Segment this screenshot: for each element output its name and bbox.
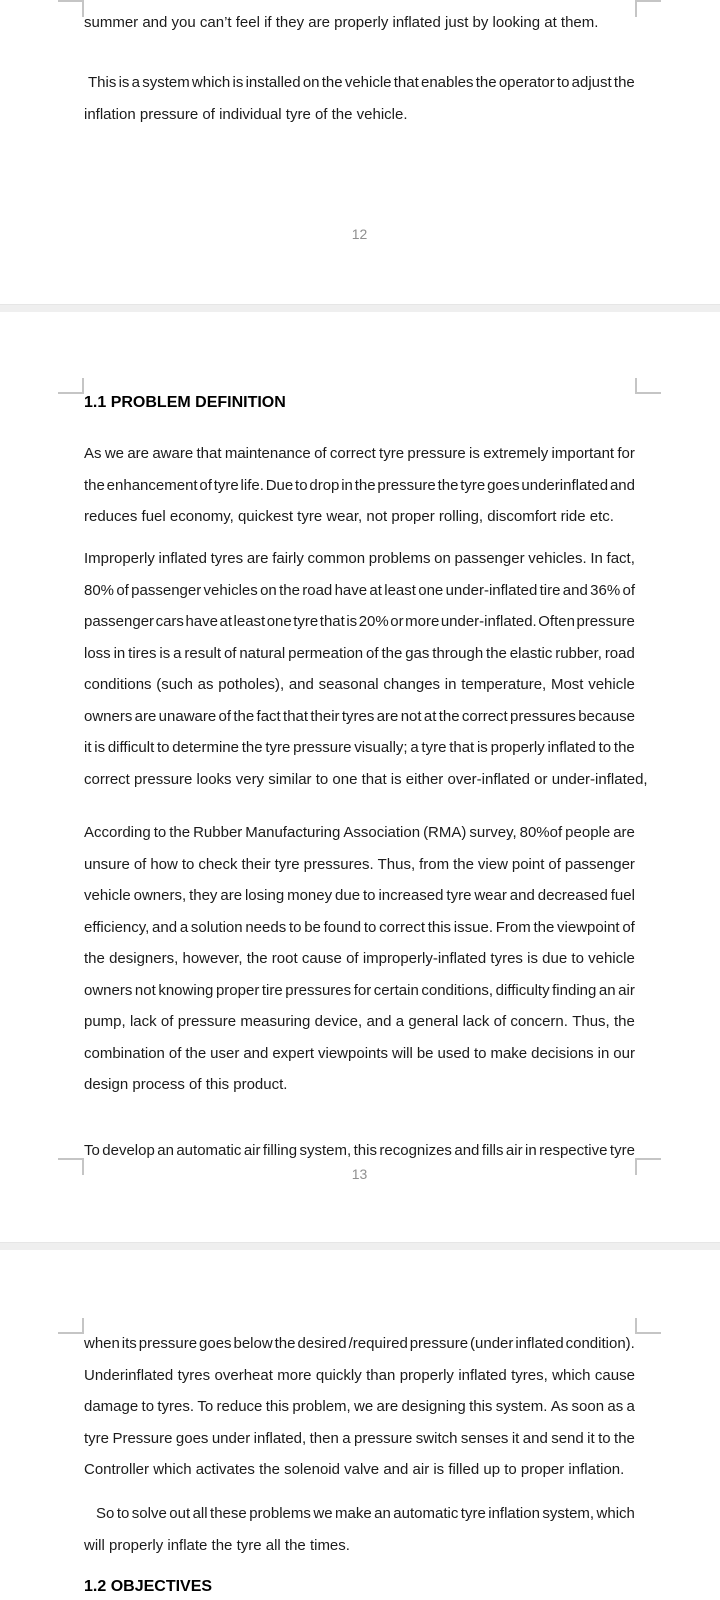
text-line: will properly inflate the tyre all the times. — [84, 1536, 350, 1554]
text-line: inflation pressure of individual tyre of the vehicle. — [84, 105, 408, 123]
page-corner-mark-top-left — [58, 1318, 84, 1334]
text-line: Controller which activates the solenoid valve and air is filled up to proper inflation. — [84, 1461, 625, 1478]
paragraph — [84, 817, 635, 1101]
page-12-fragment — [0, 0, 720, 304]
text-line: Improperly inflated tyres are fairly common problems on passenger vehicles. In fact, — [84, 550, 635, 567]
page-14-text-body — [84, 1250, 635, 1600]
text-line: conditions (such as potholes), and seasonal changes in temperature, Most vehicle — [84, 676, 635, 693]
page-separator — [0, 1242, 720, 1250]
paragraph — [84, 543, 648, 795]
paragraph — [84, 1328, 635, 1486]
text-line: loss in tires is a result of natural permeation of the gas through the elastic rubber, road — [84, 644, 635, 662]
text-line: correct pressure looks very similar to one that is either over-inflated or under-inflated, — [84, 770, 648, 788]
page-corner-mark-bottom-left — [58, 0, 84, 17]
paragraph — [84, 67, 635, 130]
text-line: So to solve out all these problems we make an automatic tyre inflation system, which — [96, 1505, 635, 1522]
text-line: reduces fuel economy, quickest tyre wear, not proper rolling, discomfort ride etc. — [84, 508, 614, 525]
text-line: passenger cars have at least one tyre that is 20% or more under-inflated. Often pressure — [84, 613, 635, 630]
text-line: design process of this product. — [84, 1076, 288, 1093]
page-number: 13 — [351, 1166, 368, 1182]
text-line: the designers, however, the root cause of improperly-inflated tyres is due to vehicle — [84, 950, 635, 967]
paragraph — [84, 7, 635, 39]
paragraph — [84, 438, 635, 533]
text-line: pump, lack of pressure measuring device, and a general lack of concern. Thus, the — [84, 1013, 635, 1030]
text-line: To develop an automatic air filling system, this recognizes and fills air in respective tyre — [84, 1142, 635, 1159]
page-corner-mark-bottom-left — [58, 1158, 84, 1175]
page-number: 12 — [351, 226, 368, 242]
page-13-text-body — [84, 312, 648, 1167]
text-line: tyre Pressure goes under inflated, then a pressure switch senses it and send it to the — [84, 1429, 635, 1447]
text-line: This is a system which is installed on the vehicle that enables the operator to adjust the — [88, 74, 635, 91]
text-line: According to the Rubber Manufacturing Association (RMA) survey, 80%of people are — [84, 824, 635, 841]
page-corner-mark-top-right — [635, 378, 661, 394]
page-13 — [0, 312, 720, 1242]
text-line: summer and you can’t feel if they are properly inflated just by looking at them. — [84, 14, 599, 31]
page-separator — [0, 304, 720, 312]
page-corner-mark-top-right — [635, 1318, 661, 1334]
page-corner-mark-bottom-right — [635, 1158, 661, 1175]
text-line: owners not knowing proper tire pressures for certain conditions, difficulty finding an air — [84, 981, 635, 999]
text-line: owners are unaware of the fact that their tyres are not at the correct pressures because — [84, 707, 635, 725]
text-line: vehicle owners, they are losing money due to increased tyre wear and decreased fuel — [84, 887, 635, 904]
text-line: it is difficult to determine the tyre pressure visually; a tyre that is properly inflated to the — [84, 739, 635, 756]
page-14-fragment — [0, 1250, 720, 1600]
paragraph — [84, 1135, 635, 1167]
text-line: efficiency, and a solution needs to be found to correct this issue. From the viewpoint of — [84, 918, 635, 936]
section-heading: 1.2 OBJECTIVES — [84, 1578, 213, 1595]
section-heading: 1.1 PROBLEM DEFINITION — [84, 394, 286, 411]
page-12-text-body — [84, 0, 635, 130]
text-line: unsure of how to check their tyre pressures. Thus, from the view point of passenger — [84, 855, 635, 873]
text-line: 80% of passenger vehicles on the road have at least one under-inflated tire and 36% of — [84, 581, 635, 599]
page-corner-mark-bottom-right — [635, 0, 661, 17]
text-line: damage to tyres. To reduce this problem, we are designing this system. As soon as a — [84, 1398, 635, 1415]
text-line: combination of the user and expert viewpoints will be used to make decisions in our — [84, 1044, 635, 1062]
text-line: when its pressure goes below the desired /required pressure (under inflated condition). — [84, 1335, 635, 1352]
text-line: Underinflated tyres overheat more quickly than properly inflated tyres, which cause — [84, 1366, 635, 1384]
paragraph — [84, 1498, 635, 1561]
text-line: As we are aware that maintenance of correct tyre pressure is extremely important for — [84, 445, 635, 462]
page-corner-mark-top-left — [58, 378, 84, 394]
text-line: the enhancement of tyre life. Due to drop in the pressure the tyre goes underinflated and — [84, 476, 635, 494]
